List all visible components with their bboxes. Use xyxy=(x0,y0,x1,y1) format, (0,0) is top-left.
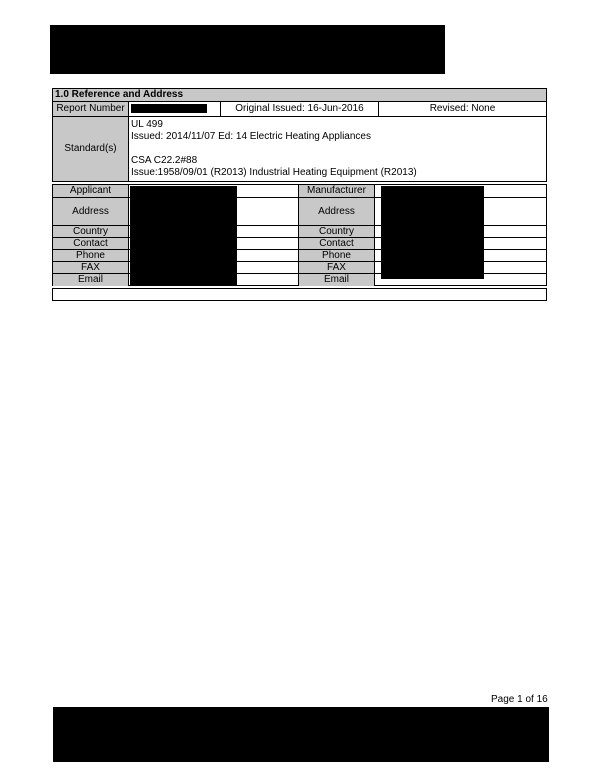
original-issued: Original Issued: 16-Jun-2016 xyxy=(221,102,379,117)
standards-list xyxy=(129,117,546,181)
applicant-address-label: Address xyxy=(53,198,129,226)
applicant-phone-label: Phone xyxy=(53,250,129,262)
report-number-redaction xyxy=(131,104,207,113)
applicant-redaction xyxy=(130,186,237,285)
applicant-country-label: Country xyxy=(53,226,129,238)
standard-line: CSA C22.2#88 xyxy=(131,155,198,166)
manufacturer-address-label: Address xyxy=(299,198,375,226)
manufacturer-contact-label: Contact xyxy=(299,238,375,250)
manufacturer-fax-label: FAX xyxy=(299,262,375,274)
standard-line: UL 499 xyxy=(131,119,163,130)
report-number-label: Report Number xyxy=(53,102,129,117)
applicant-contact-label: Contact xyxy=(53,238,129,250)
section-title: 1.0 Reference and Address xyxy=(53,89,546,102)
manufacturer-phone-label: Phone xyxy=(299,250,375,262)
applicant-fax-label: FAX xyxy=(53,262,129,274)
reference-section xyxy=(52,88,547,182)
standards-label: Standard(s) xyxy=(53,117,129,181)
empty-row xyxy=(52,288,547,301)
manufacturer-label: Manufacturer xyxy=(299,185,375,198)
manufacturer-email-label: Email xyxy=(299,274,375,286)
manufacturer-redaction xyxy=(381,186,484,279)
applicant-label: Applicant xyxy=(53,185,129,198)
address-section xyxy=(52,184,547,286)
page-number: Page 1 of 16 xyxy=(491,694,548,705)
header-redaction xyxy=(50,25,445,74)
applicant-email-label: Email xyxy=(53,274,129,286)
report-number-value xyxy=(129,102,221,117)
manufacturer-country-label: Country xyxy=(299,226,375,238)
footer-redaction xyxy=(53,707,549,762)
standard-line: Issued: 2014/11/07 Ed: 14 Electric Heating Appliances xyxy=(131,131,371,142)
standard-line: Issue:1958/09/01 (R2013) Industrial Heating Equipment (R2013) xyxy=(131,167,417,178)
revised-date: Revised: None xyxy=(379,102,546,117)
